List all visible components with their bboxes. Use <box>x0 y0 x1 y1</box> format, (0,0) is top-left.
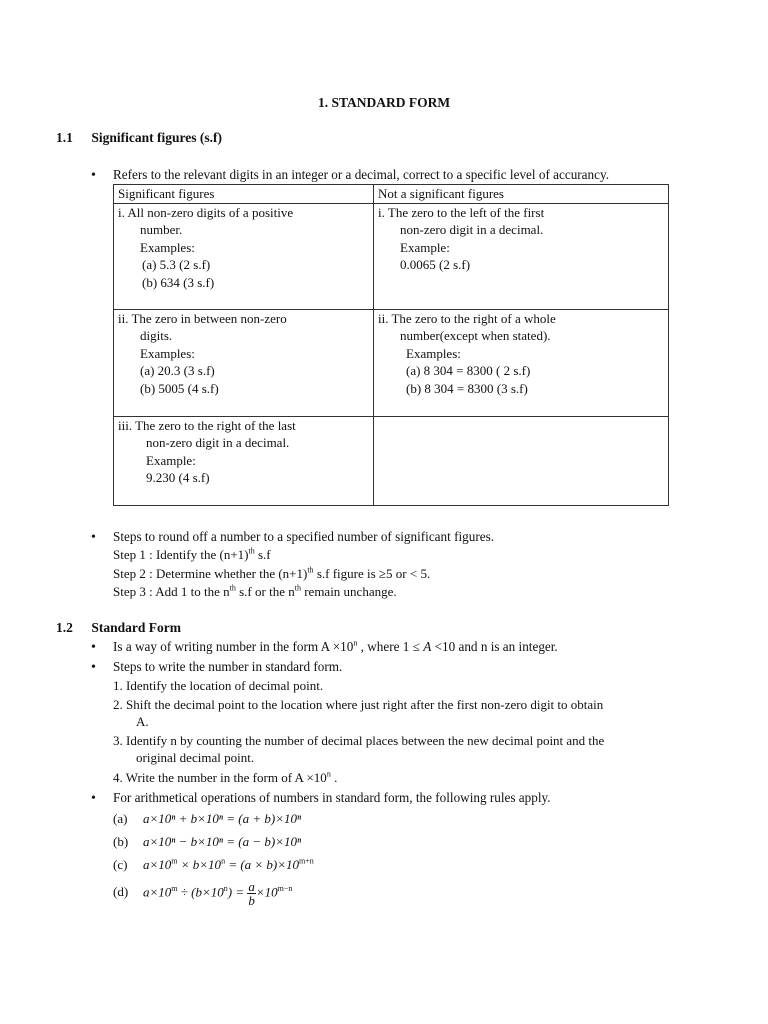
cell-line: Example: <box>146 452 196 468</box>
rule-formula: ×10 <box>255 884 278 900</box>
table-header-cell: Significant figures <box>114 185 374 204</box>
section-number: 1.1 <box>56 130 73 145</box>
cell-line: number. <box>140 222 183 237</box>
section-title: Significant figures (s.f) <box>91 130 222 145</box>
step-text: Step 1 : Identify the (n+1) <box>113 547 249 562</box>
superscript: th <box>294 583 301 593</box>
step-text: s.f figure is ≥5 or < 5. <box>313 566 431 581</box>
table-row <box>114 416 669 505</box>
superscript: m−n <box>277 884 293 894</box>
section-title: Standard Form <box>91 620 182 635</box>
rule-formula: ÷ (b×10 <box>177 884 224 900</box>
table-cell <box>114 416 374 505</box>
cell-line: 9.230 (4 s.f) <box>146 470 210 485</box>
cell-line: Examples: <box>406 345 461 361</box>
bullet-text: For arithmetical operations of numbers in standard form, the following rules apply. <box>113 790 551 805</box>
significant-figures-table <box>113 184 669 506</box>
cell-line: number(except when stated). <box>400 328 551 343</box>
rule-formula: ) = <box>227 884 248 900</box>
table-row <box>114 309 669 416</box>
bullet-text: <10 and n is an integer. <box>431 639 558 654</box>
list-item-continued: A. <box>136 714 149 729</box>
cell-line: Examples: <box>140 345 195 361</box>
bullet-text: Is a way of writing number in the form A ×10 <box>113 639 354 654</box>
cell-line: (a) 8 304 = 8300 ( 2 s.f) <box>406 363 531 378</box>
section-heading-1-1 <box>56 130 222 146</box>
step-text: Step 3 : Add 1 to the n <box>113 584 230 599</box>
cell-line: ii. The zero in between non-zero <box>118 310 287 326</box>
superscript: m+n <box>299 856 314 866</box>
bullet-text: Steps to write the number in standard form. <box>113 659 343 674</box>
superscript: n <box>221 856 226 866</box>
cell-line: Examples: <box>140 239 195 255</box>
table-cell <box>114 309 374 416</box>
bullet-icon <box>91 529 113 546</box>
bullet-item <box>91 790 551 807</box>
bullet-text: , where 1 ≤ <box>357 639 424 654</box>
superscript: n <box>223 884 228 894</box>
bullet-text: Steps to round off a number to a specified number of significant figures. <box>113 529 495 544</box>
cell-line: iii. The zero to the right of the last <box>118 417 296 433</box>
bullet-text: Refers to the relevant digits in an integer or a decimal, correct to a specific level of accurancy. <box>113 167 610 182</box>
bullet-item <box>91 167 609 184</box>
cell-line: non-zero digit in a decimal. <box>146 435 290 450</box>
rule-formula: a×10 <box>143 857 172 872</box>
fraction-numerator: a <box>248 879 255 894</box>
bullet-icon <box>91 167 113 184</box>
step-text: remain unchange. <box>300 584 397 599</box>
table-header-cell: Not a significant figures <box>374 185 669 204</box>
bullet-item <box>91 639 558 656</box>
rule-a <box>113 811 301 827</box>
rule-d <box>113 880 292 907</box>
bullet-item <box>91 529 494 546</box>
fraction-denominator: b <box>248 893 255 908</box>
rule-formula: a×10 <box>143 884 172 900</box>
superscript: m <box>171 856 178 866</box>
superscript: n <box>326 769 331 779</box>
superscript: th <box>229 583 236 593</box>
rule-c <box>113 857 314 873</box>
step-text: s.f <box>254 547 271 562</box>
list-text: 4. Write the number in the form of A ×10 <box>113 770 327 785</box>
rule-formula: a×10ⁿ + b×10ⁿ = (a + b)×10ⁿ <box>143 811 302 826</box>
section-heading-1-2 <box>56 620 181 636</box>
cell-line: 0.0065 (2 s.f) <box>400 257 471 272</box>
rule-label: (a) <box>113 811 128 826</box>
rounding-step-3 <box>113 584 397 600</box>
cell-line: digits. <box>140 328 173 343</box>
table-cell <box>114 203 374 309</box>
cell-line: non-zero digit in a decimal. <box>400 222 544 237</box>
list-text: . <box>330 770 338 785</box>
table-cell-empty <box>374 416 669 505</box>
superscript: n <box>353 638 358 648</box>
list-item-continued: original decimal point. <box>136 750 255 765</box>
rounding-step-1 <box>113 547 271 563</box>
rule-formula: × b×10 <box>177 857 222 872</box>
cell-line: (b) 5005 (4 s.f) <box>140 380 219 396</box>
cell-line: ii. The zero to the right of a whole <box>378 310 556 326</box>
cell-line: i. The zero to the left of the first <box>378 204 545 220</box>
page-title: 1. STANDARD FORM <box>317 95 451 110</box>
section-number: 1.2 <box>56 620 73 635</box>
rule-b <box>113 834 301 850</box>
superscript: m <box>171 884 178 894</box>
fraction <box>247 880 256 907</box>
rule-label: (b) <box>113 834 129 849</box>
rule-label: (c) <box>113 857 128 872</box>
bullet-icon <box>91 659 113 676</box>
table-header-row <box>114 185 669 204</box>
math-variable: A <box>423 639 432 654</box>
superscript: th <box>248 546 255 556</box>
bullet-icon <box>91 790 113 807</box>
rounding-step-2 <box>113 566 430 582</box>
list-item: 3. Identify n by counting the number of decimal places between the new decimal point and the <box>113 733 605 748</box>
list-item: 2. Shift the decimal point to the location where just right after the first non-zero digit to obtain <box>113 697 604 712</box>
bullet-item <box>91 659 342 676</box>
cell-line: i. All non-zero digits of a positive <box>118 204 294 220</box>
rule-label: (d) <box>113 884 129 900</box>
table-cell <box>374 309 669 416</box>
rule-formula: = (a × b)×10 <box>225 857 300 872</box>
table-cell <box>374 203 669 309</box>
cell-line: Example: <box>400 239 450 255</box>
cell-line: (a) 20.3 (3 s.f) <box>140 363 215 378</box>
cell-line: (b) 634 (3 s.f) <box>142 274 215 290</box>
superscript: th <box>307 565 314 575</box>
cell-line: (b) 8 304 = 8300 (3 s.f) <box>406 380 528 396</box>
cell-line: (a) 5.3 (2 s.f) <box>142 257 211 272</box>
list-item: 1. Identify the location of decimal point. <box>113 678 324 693</box>
step-text: s.f or the n <box>235 584 295 599</box>
table-row <box>114 203 669 309</box>
bullet-icon <box>91 639 113 656</box>
list-item <box>113 770 337 786</box>
step-text: Step 2 : Determine whether the (n+1) <box>113 566 308 581</box>
rule-formula: a×10ⁿ − b×10ⁿ = (a − b)×10ⁿ <box>143 834 302 849</box>
